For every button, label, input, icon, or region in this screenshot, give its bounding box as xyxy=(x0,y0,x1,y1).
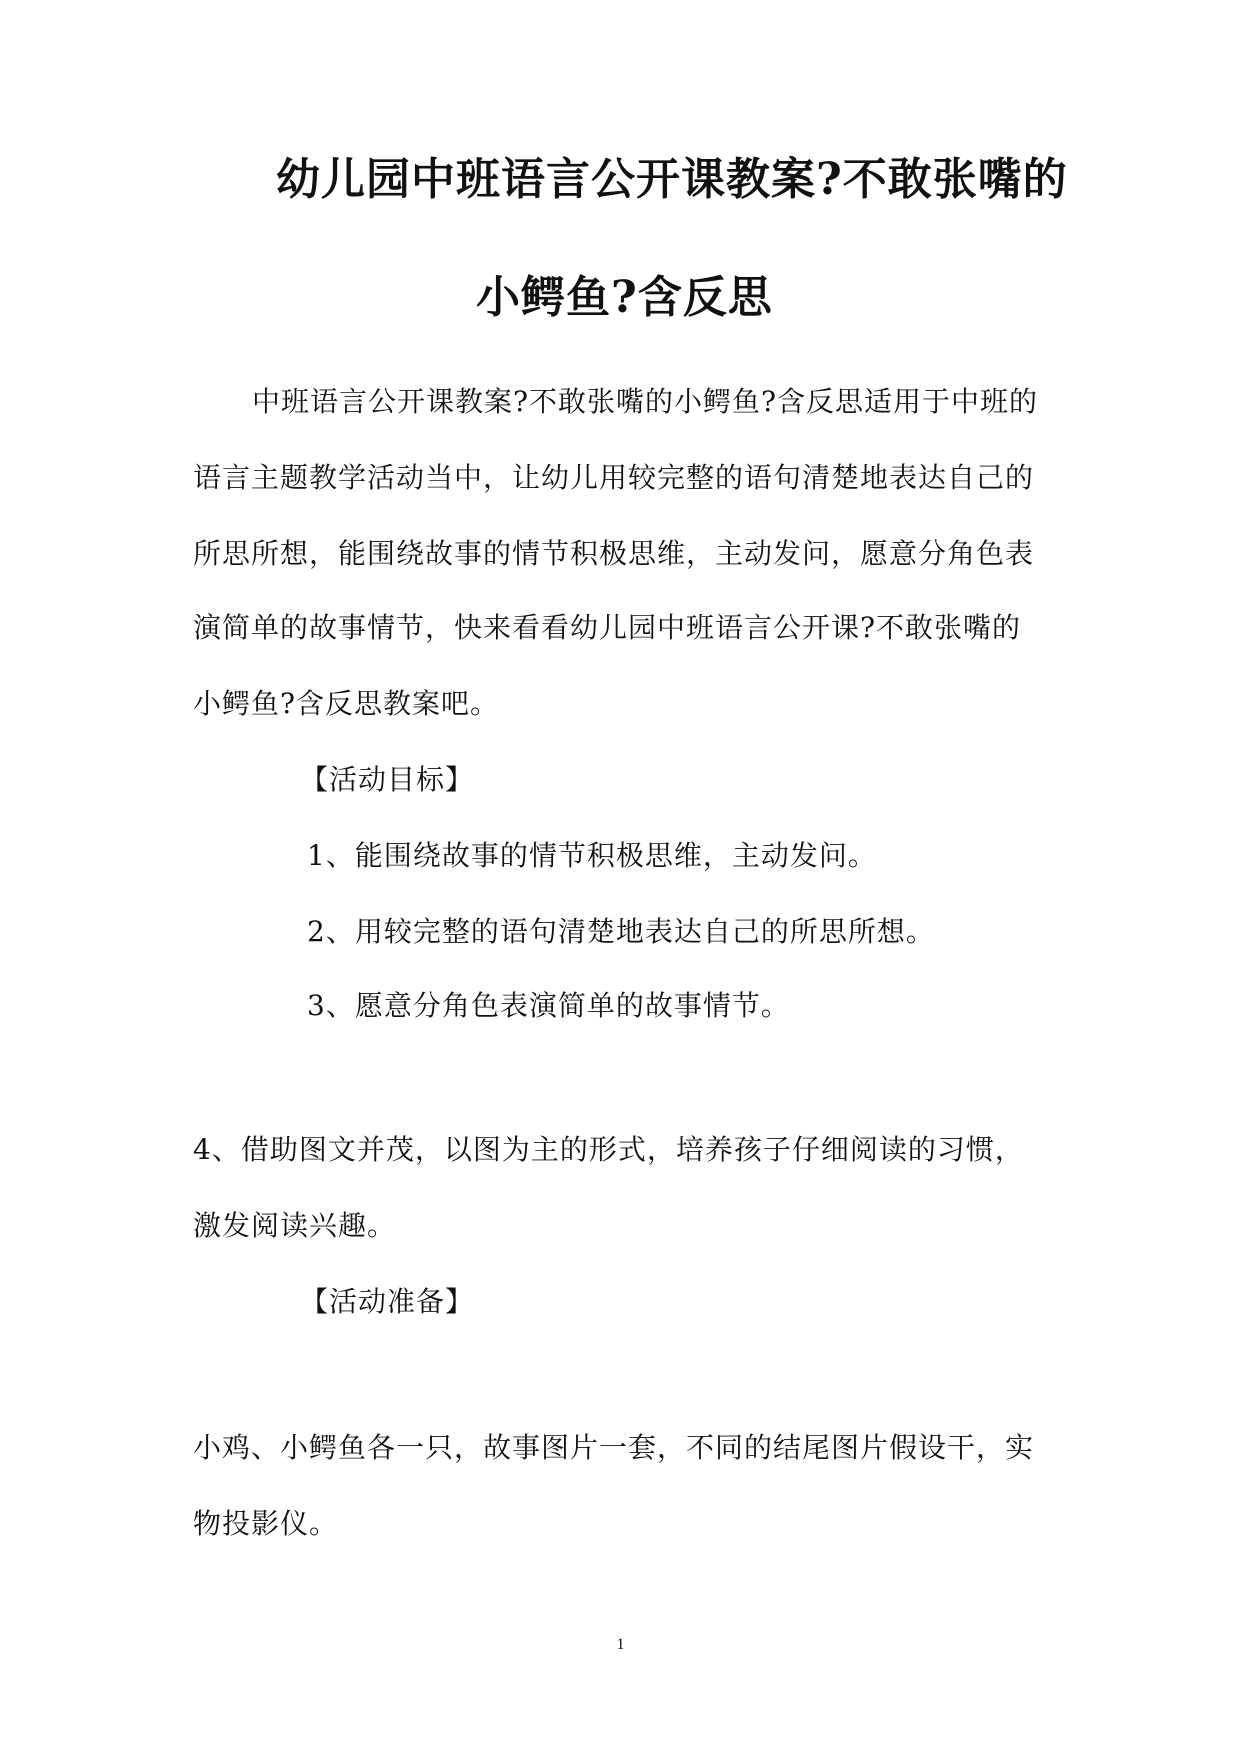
intro-line-5: 小鳄鱼?含反思教案吧。 xyxy=(193,687,500,720)
goals-heading: 【活动目标】 xyxy=(300,763,475,796)
page-number: 1 xyxy=(616,1636,625,1653)
goal-item-4-line-1: 4、借助图文并茂，以图为主的形式，培养孩子仔细阅读的习惯， xyxy=(193,1133,1024,1166)
intro-line-1: 中班语言公开课教案?不敢张嘴的小鳄鱼?含反思适用于中班的 xyxy=(252,385,1039,418)
goal-item-1: 1、能围绕故事的情节积极思维，主动发问。 xyxy=(307,839,877,872)
intro-line-4: 演简单的故事情节，快来看看幼儿园中班语言公开课?不敢张嘴的 xyxy=(193,611,1022,644)
document-title-line-1: 幼儿园中班语言公开课教案?不敢张嘴的 xyxy=(276,154,1068,205)
intro-line-2: 语言主题教学活动当中，让幼儿用较完整的语句清楚地表达自己的 xyxy=(193,461,1035,494)
prep-line-1: 小鸡、小鳄鱼各一只，故事图片一套，不同的结尾图片假设干，实 xyxy=(193,1431,1035,1464)
intro-line-3: 所思所想，能围绕故事的情节积极思维，主动发问，愿意分角色表 xyxy=(193,537,1035,570)
goal-item-4-line-2: 激发阅读兴趣。 xyxy=(193,1209,397,1242)
prep-line-2: 物投影仪。 xyxy=(193,1507,339,1540)
goal-item-3: 3、愿意分角色表演简单的故事情节。 xyxy=(307,989,790,1022)
document-title-line-2: 小鳄鱼?含反思 xyxy=(476,272,773,323)
prep-heading: 【活动准备】 xyxy=(300,1285,475,1318)
goal-item-2: 2、用较完整的语句清楚地表达自己的所思所想。 xyxy=(307,915,935,948)
